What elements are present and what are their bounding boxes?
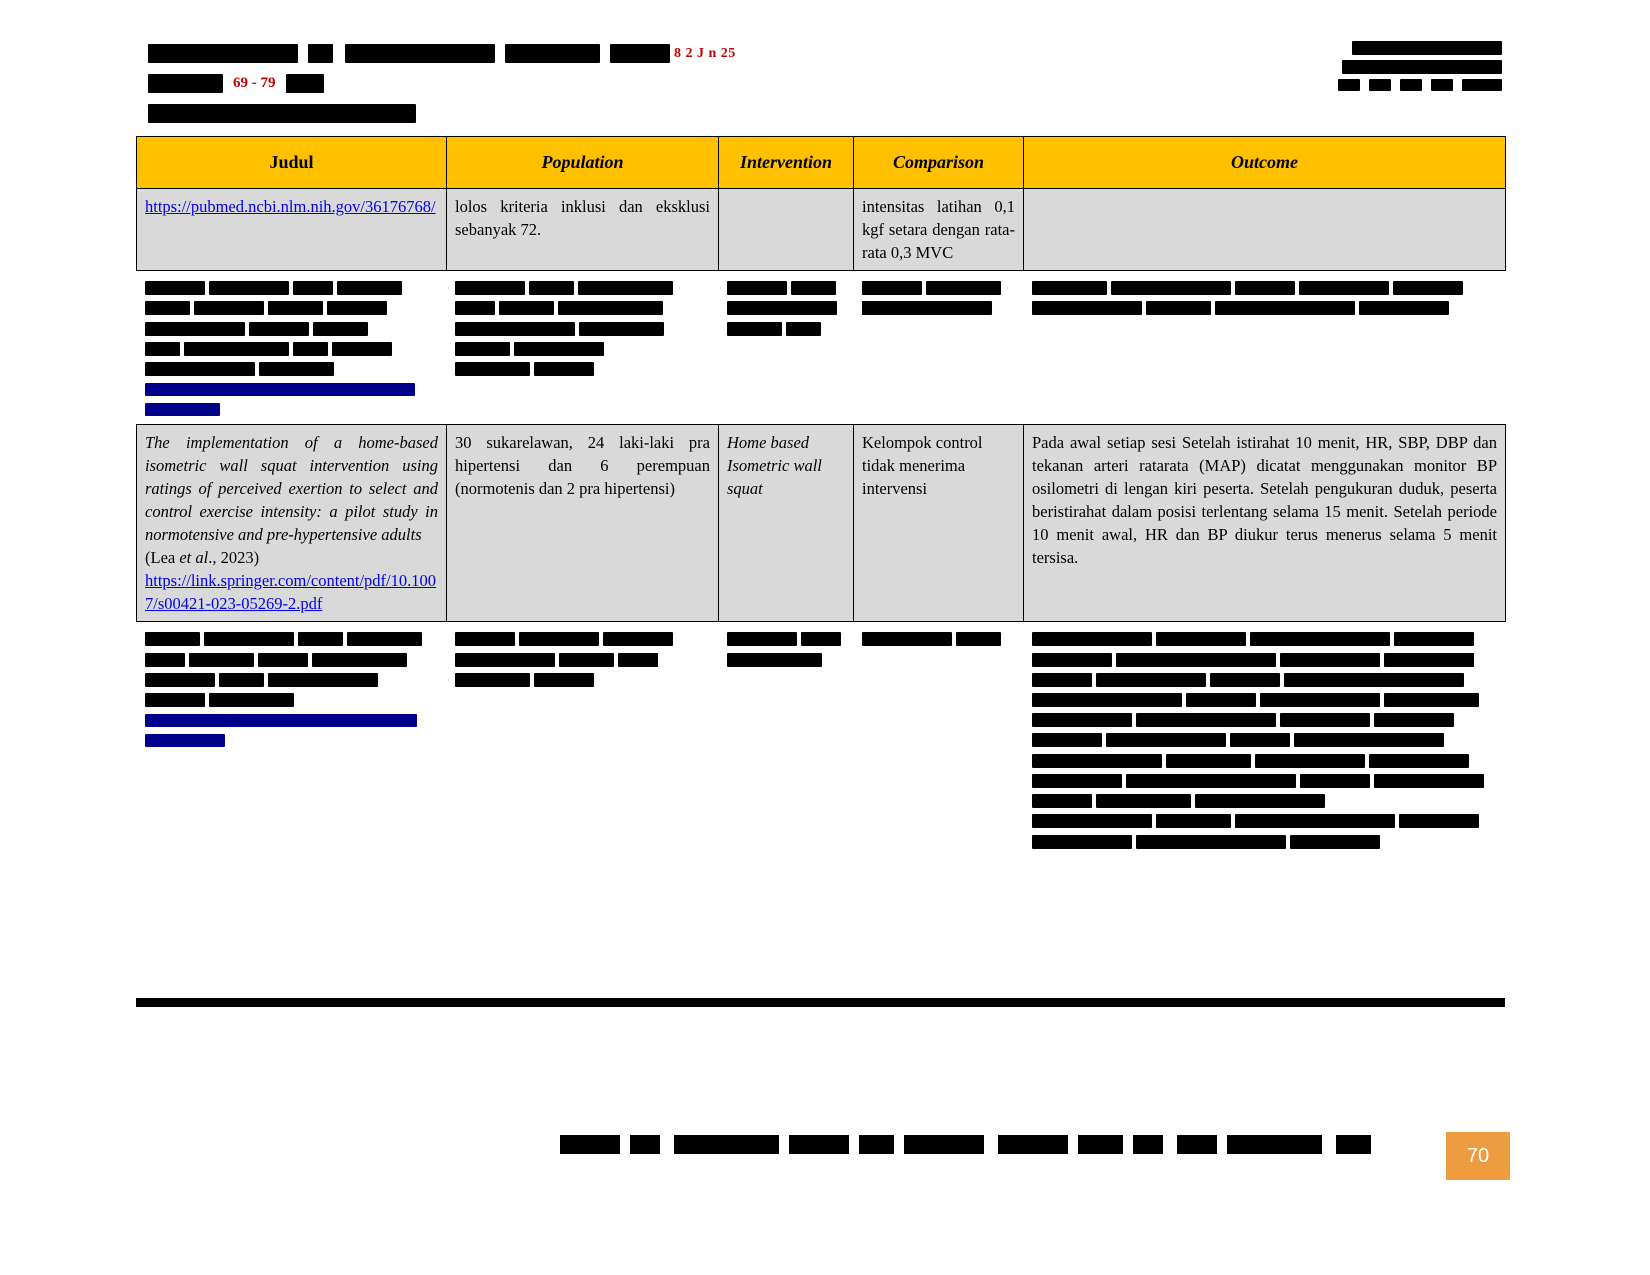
redacted-text — [345, 44, 495, 63]
cell-intervention — [719, 622, 854, 857]
redacted-block — [1032, 628, 1498, 648]
cell-judul — [137, 189, 447, 271]
redacted-block — [455, 297, 711, 317]
header-line-3 — [148, 104, 416, 123]
redacted-block — [145, 628, 439, 648]
redacted-block — [145, 669, 439, 689]
redacted-block — [455, 628, 711, 648]
header-line-1 — [148, 44, 736, 63]
redacted-text — [1462, 79, 1502, 91]
cell-outcome — [1024, 271, 1506, 425]
redacted-block — [145, 358, 439, 378]
table-header-row — [137, 137, 1506, 189]
redacted-block — [455, 669, 711, 689]
table-bottom-border — [136, 998, 1505, 1007]
cell-outcome — [1024, 189, 1506, 271]
document-header — [148, 38, 1508, 128]
citation-pre: (Lea — [145, 548, 180, 568]
redacted-link[interactable] — [145, 378, 439, 398]
redacted-block — [1032, 648, 1498, 668]
redacted-block — [455, 338, 711, 358]
cell-judul — [137, 425, 447, 622]
redacted-text — [148, 104, 416, 123]
redacted-text — [286, 74, 324, 93]
redacted-block — [727, 297, 846, 317]
redacted-block — [727, 277, 846, 297]
citation-post: ., 2023) — [208, 548, 260, 568]
springer-pdf-link[interactable]: https://link.springer.com/content/pdf/10.1007/s00421-023-05269-2.pdf — [145, 571, 437, 614]
cell-population — [447, 271, 719, 425]
redacted-text — [1400, 79, 1422, 91]
redacted-block — [1032, 770, 1498, 790]
column-header-judul: Judul — [137, 137, 447, 189]
table-row — [137, 425, 1506, 622]
literature-review-table — [136, 136, 1506, 857]
redacted-block — [727, 648, 846, 668]
redacted-text — [308, 44, 333, 63]
redacted-text — [1338, 79, 1360, 91]
redacted-block — [455, 358, 711, 378]
redacted-block — [455, 277, 711, 297]
citation-etal: et al — [179, 548, 209, 568]
column-header-outcome: Outcome — [1024, 137, 1506, 189]
redacted-block — [145, 277, 439, 297]
redacted-text — [148, 44, 298, 63]
redacted-block — [1032, 729, 1498, 749]
redacted-text — [1352, 41, 1502, 55]
page-range: 69 - 79 — [233, 75, 276, 92]
redacted-text — [610, 44, 670, 63]
redacted-text — [1431, 79, 1453, 91]
redacted-block — [1032, 689, 1498, 709]
redacted-block — [1032, 749, 1498, 769]
header-right-block — [1338, 40, 1502, 92]
redacted-block — [727, 628, 846, 648]
column-header-intervention: Intervention — [719, 137, 854, 189]
redacted-block — [1032, 709, 1498, 729]
cell-intervention — [719, 271, 854, 425]
redacted-block — [1032, 790, 1498, 810]
redacted-block — [145, 297, 439, 317]
header-line-2 — [148, 74, 324, 93]
table-row — [137, 271, 1506, 425]
cell-comparison — [854, 271, 1024, 425]
header-red-text: 8 2 J n 25 — [674, 46, 736, 62]
column-header-comparison: Comparison — [854, 137, 1024, 189]
page-number-badge: 70 — [1446, 1132, 1510, 1180]
redacted-link[interactable] — [145, 398, 439, 418]
cell-comparison — [854, 622, 1024, 857]
cell-population: lolos kriteria inklusi dan eksklusi sebanyak 72. — [447, 189, 719, 271]
article-title: The implementation of a home-based isometric wall squat intervention using ratings of perceived exertion to select and control exercise intensity: a pilot study in normotensive and pre-hypertensive adults — [145, 433, 438, 545]
redacted-link[interactable] — [145, 729, 439, 749]
redacted-block — [727, 317, 846, 337]
redacted-block — [145, 689, 439, 709]
redacted-text — [1342, 60, 1502, 74]
redacted-block — [1032, 810, 1498, 830]
cell-intervention: Home based Isometric wall squat — [719, 425, 854, 622]
redacted-block — [1032, 830, 1498, 850]
cell-outcome: Pada awal setiap sesi Setelah istirahat 10 menit, HR, SBP, DBP dan tekanan arteri ratarata (MAP) dicatat menggunakan monitor BP osilometri di lengan kiri peserta. Setelah pengukuran duduk, peserta beristirahat dalam posisi terlentang selama 15 menit. Setelah periode 10 menit awal, HR dan BP diukur terus menerus selama 5 menit tersisa. — [1024, 425, 1506, 622]
table-row — [137, 622, 1506, 857]
table-row — [137, 189, 1506, 271]
cell-population: 30 sukarelawan, 24 laki-laki pra hipertensi dan 6 perempuan (normotenis dan 2 pra hipertensi) — [447, 425, 719, 622]
cell-judul — [137, 622, 447, 857]
redacted-block — [145, 317, 439, 337]
redacted-block — [862, 277, 1016, 297]
redacted-block — [145, 648, 439, 668]
redacted-block — [862, 628, 1016, 648]
cell-comparison: Kelompok control tidak menerima intervensi — [854, 425, 1024, 622]
redacted-block — [145, 338, 439, 358]
redacted-text — [1369, 79, 1391, 91]
cell-comparison: intensitas latihan 0,1 kgf setara dengan rata-rata 0,3 MVC — [854, 189, 1024, 271]
cell-outcome — [1024, 622, 1506, 857]
redacted-block — [1032, 297, 1498, 317]
cell-population — [447, 622, 719, 857]
column-header-population: Population — [447, 137, 719, 189]
redacted-block — [1032, 669, 1498, 689]
cell-judul — [137, 271, 447, 425]
pubmed-link[interactable]: https://pubmed.ncbi.nlm.nih.gov/36176768/ — [145, 197, 436, 216]
redacted-text — [505, 44, 600, 63]
redacted-footer-text — [560, 1135, 1510, 1160]
redacted-block — [455, 648, 711, 668]
redacted-text — [148, 74, 223, 93]
document-footer — [560, 1135, 1510, 1175]
article-citation — [145, 546, 438, 569]
redacted-block — [862, 297, 1016, 317]
redacted-link[interactable] — [145, 709, 439, 729]
cell-intervention — [719, 189, 854, 271]
redacted-block — [455, 317, 711, 337]
redacted-block — [1032, 277, 1498, 297]
